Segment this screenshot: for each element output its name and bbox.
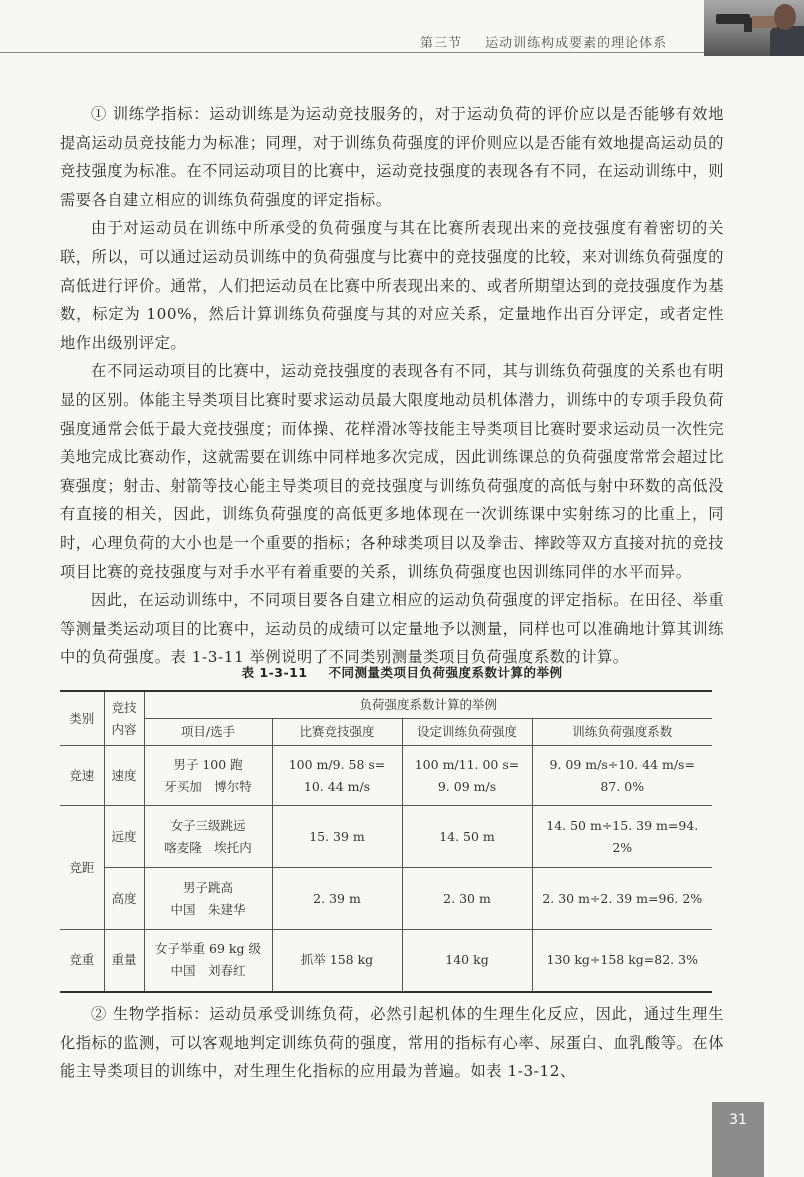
load-intensity-table <box>60 690 712 993</box>
cell-set: 2. 30 m <box>402 868 532 930</box>
table-caption <box>0 663 804 681</box>
table-title: 不同测量类项目负荷强度系数计算的举例 <box>328 665 563 680</box>
table-number: 表 1-3-11 <box>241 665 308 680</box>
header-group: 负荷强度系数计算的举例 <box>144 691 712 719</box>
header-set: 设定训练负荷强度 <box>402 719 532 746</box>
cell-set: 140 kg <box>402 930 532 992</box>
page-number: 31 <box>712 1102 764 1138</box>
cell-item: 女子三级跳远 喀麦隆 埃托内 <box>144 806 272 868</box>
running-header <box>420 32 720 51</box>
paragraph: 由于对运动员在训练中所承受的负荷强度与其在比赛所表现出来的竞技强度有着密切的关联，所以，可以通过运动员训练中的负荷强度与比赛中的竞技强度的比较，来对训练负荷强度的高低进行评价。通常，人们把运动员在比赛中所表现出来的、或者所期望达到的竞技强度作为基数，标定为 100%，然后计算训练负荷强度与其的对应关系，定量地作出百分评定，或者定性地作出级别评定。 <box>60 219 724 352</box>
cell-category: 竞重 <box>60 930 104 992</box>
cell-item: 男子跳高 中国 朱建华 <box>144 868 272 930</box>
cell-set: 14. 50 m <box>402 806 532 868</box>
cell-comp: 100 m/9. 58 s= 10. 44 m/s <box>272 746 402 806</box>
paragraph: ② 生物学指标：运动员承受训练负荷，必然引起机体的生理生化反应，因此，通过生理生化指标的监测，可以客观地判定训练负荷的强度，常用的指标有心率、尿蛋白、血乳酸等。在体能主导类项目的训练中，对生理生化指标的应用最为普遍。如表 1-3-12、 <box>60 1005 724 1081</box>
cell-content: 高度 <box>104 868 144 930</box>
header-section: 第三节 <box>420 36 463 51</box>
cell-content: 远度 <box>104 806 144 868</box>
header-title: 运动训练构成要素的理论体系 <box>485 36 668 51</box>
table-row <box>60 868 712 930</box>
header-content: 竞技 内容 <box>104 691 144 746</box>
cell-comp: 15. 39 m <box>272 806 402 868</box>
cell-coef: 14. 50 m÷15. 39 m=94. 2% <box>532 806 712 868</box>
paragraph: ① 训练学指标：运动训练是为运动竞技服务的，对于运动负荷的评价应以是否能够有效地提高运动员竞技能力为标准；同理，对于训练负荷强度的评价则应以是否能有效地提高运动员的竞技强度为标准。在不同运动项目的比赛中，运动竞技强度的表现各有不同，在运动训练中，则需要各自建立相应的训练负荷强度的评定指标。 <box>60 105 724 209</box>
cell-item: 女子举重 69 kg 级 中国 刘春红 <box>144 930 272 992</box>
cell-set: 100 m/11. 00 s= 9. 09 m/s <box>402 746 532 806</box>
header-comp: 比赛竞技强度 <box>272 719 402 746</box>
cell-coef: 9. 09 m/s÷10. 44 m/s= 87. 0% <box>532 746 712 806</box>
cell-content: 速度 <box>104 746 144 806</box>
paragraph: 因此，在运动训练中，不同项目要各自建立相应的运动负荷强度的评定指标。在田径、举重等测量类运动项目的比赛中，运动员的成绩可以定量地予以测量，同样也可以准确地计算其训练中的负荷强度。表 1-3-11 举例说明了不同类别测量类项目负荷强度系数的计算。 <box>60 591 724 667</box>
table-row <box>60 746 712 806</box>
shooter-photo <box>704 0 804 56</box>
page-tab-bar <box>712 1138 764 1177</box>
cell-comp: 抓举 158 kg <box>272 930 402 992</box>
cell-item: 男子 100 跑 牙买加 博尔特 <box>144 746 272 806</box>
table-header-row <box>60 691 712 719</box>
header-category: 类别 <box>60 691 104 746</box>
table-row <box>60 930 712 992</box>
cell-coef: 2. 30 m÷2. 39 m=96. 2% <box>532 868 712 930</box>
cell-content: 重量 <box>104 930 144 992</box>
table-row <box>60 806 712 868</box>
body-text <box>60 100 724 672</box>
table-subheader-row <box>60 719 712 746</box>
cell-coef: 130 kg÷158 kg=82. 3% <box>532 930 712 992</box>
header-item: 项目/选手 <box>144 719 272 746</box>
header-coef: 训练负荷强度系数 <box>532 719 712 746</box>
body-text-after <box>60 1000 724 1086</box>
cell-comp: 2. 39 m <box>272 868 402 930</box>
cell-category: 竞距 <box>60 806 104 930</box>
cell-category: 竞速 <box>60 746 104 806</box>
paragraph: 在不同运动项目的比赛中，运动竞技强度的表现各有不同，其与训练负荷强度的关系也有明显的区别。体能主导类项目比赛时要求运动员最大限度地动员机体潜力，训练中的专项手段负荷强度通常会低于最大竞技强度；而体操、花样滑冰等技能主导类项目比赛时要求运动员一次性完美地完成比赛动作，这就需要在训练中同样地多次完成，因此训练课总的负荷强度常常会超过比赛强度；射击、射箭等技心能主导类项目的竞技强度与训练负荷强度的高低与射中环数的高低没有直接的相关，因此，训练负荷强度的高低更多地体现在一次训练课中实射练习的比重上，同时，心理负荷的大小也是一个重要的指标；各种球类项目以及拳击、摔跤等双方直接对抗的竞技项目比赛的竞技强度与对手水平有着重要的关系，训练负荷强度也因训练同伴的水平而异。 <box>60 362 724 581</box>
header-rule <box>0 52 740 53</box>
